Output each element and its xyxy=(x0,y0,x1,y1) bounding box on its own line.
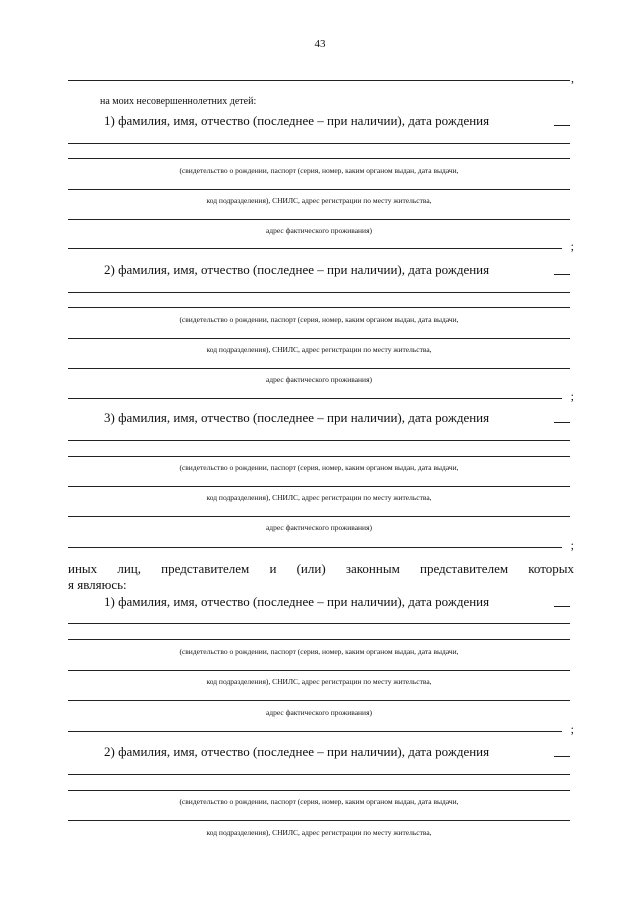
caption-documents: (свидетельство о рождении, паспорт (серия, номер, каким органом выдан, дата выдачи, xyxy=(179,647,459,656)
item-label xyxy=(104,594,489,609)
item-label xyxy=(104,410,489,425)
item-number: 2) xyxy=(104,262,115,277)
blank-line[interactable] xyxy=(68,189,570,190)
blank-line[interactable] xyxy=(68,547,562,548)
blank-line[interactable] xyxy=(68,292,570,293)
blank-line[interactable] xyxy=(68,731,562,732)
line-semicolon: ; xyxy=(570,389,574,403)
caption-address: адрес фактического проживания) xyxy=(265,708,373,717)
item-label-text: фамилия, имя, отчество (последнее – при наличии), дата рождения xyxy=(118,113,490,128)
caption-address: адрес фактического проживания) xyxy=(265,523,373,532)
blank-line[interactable] xyxy=(68,307,570,308)
blank-line[interactable] xyxy=(68,790,570,791)
blank-line[interactable] xyxy=(68,670,570,671)
caption-documents: (свидетельство о рождении, паспорт (серия, номер, каким органом выдан, дата выдачи, xyxy=(179,463,459,472)
blank-line[interactable] xyxy=(68,820,570,821)
intro-text: на моих несовершеннолетних детей: xyxy=(100,96,257,107)
blank-line[interactable] xyxy=(554,274,570,275)
item-number: 1) xyxy=(104,113,115,128)
item-number: 1) xyxy=(104,594,115,609)
caption-address: адрес фактического проживания) xyxy=(265,375,373,384)
blank-line[interactable] xyxy=(68,516,570,517)
blank-line[interactable] xyxy=(68,398,562,399)
caption-code: код подразделения), СНИЛС, адрес регистрации по месту жительства, xyxy=(206,345,432,354)
blank-line[interactable] xyxy=(68,456,570,457)
blank-line[interactable] xyxy=(68,486,570,487)
caption-code: код подразделения), СНИЛС, адрес регистрации по месту жительства, xyxy=(206,677,432,686)
caption-documents: (свидетельство о рождении, паспорт (серия, номер, каким органом выдан, дата выдачи, xyxy=(179,797,459,806)
blank-line[interactable] xyxy=(68,248,562,249)
blank-line[interactable] xyxy=(68,623,570,624)
blank-line[interactable] xyxy=(68,368,570,369)
item-number: 3) xyxy=(104,410,115,425)
item-label xyxy=(104,744,489,759)
blank-line[interactable] xyxy=(68,143,570,144)
blank-line[interactable] xyxy=(554,422,570,423)
blank-line[interactable] xyxy=(554,606,570,607)
line-semicolon: ; xyxy=(570,239,574,253)
caption-code: код подразделения), СНИЛС, адрес регистрации по месту жительства, xyxy=(206,493,432,502)
item-number: 2) xyxy=(104,744,115,759)
caption-code: код подразделения), СНИЛС, адрес регистрации по месту жительства, xyxy=(206,196,432,205)
caption-documents: (свидетельство о рождении, паспорт (серия, номер, каким органом выдан, дата выдачи, xyxy=(179,315,459,324)
blank-line[interactable] xyxy=(68,639,570,640)
caption-documents: (свидетельство о рождении, паспорт (серия, номер, каким органом выдан, дата выдачи, xyxy=(179,166,459,175)
blank-line[interactable] xyxy=(554,125,570,126)
item-label-text: фамилия, имя, отчество (последнее – при наличии), дата рождения xyxy=(118,410,490,425)
blank-line[interactable] xyxy=(68,158,570,159)
blank-line[interactable] xyxy=(68,80,570,81)
line-semicolon: ; xyxy=(570,722,574,736)
blank-line[interactable] xyxy=(68,338,570,339)
item-label-text: фамилия, имя, отчество (последнее – при наличии), дата рождения xyxy=(118,744,490,759)
line-comma: , xyxy=(571,71,574,85)
page-number: 43 xyxy=(314,38,326,50)
blank-line[interactable] xyxy=(68,700,570,701)
blank-line[interactable] xyxy=(68,440,570,441)
item-label-text: фамилия, имя, отчество (последнее – при наличии), дата рождения xyxy=(118,594,490,609)
item-label xyxy=(104,262,489,277)
section-header-cont: я являюсь: xyxy=(68,577,127,592)
caption-address: адрес фактического проживания) xyxy=(265,226,373,235)
item-label xyxy=(104,113,489,128)
caption-code: код подразделения), СНИЛС, адрес регистрации по месту жительства, xyxy=(206,828,432,837)
blank-line[interactable] xyxy=(554,756,570,757)
line-semicolon: ; xyxy=(570,538,574,552)
blank-line[interactable] xyxy=(68,774,570,775)
section-header: иных лиц, представителем и (или) законным представителем которых xyxy=(68,561,574,576)
item-label-text: фамилия, имя, отчество (последнее – при наличии), дата рождения xyxy=(118,262,490,277)
blank-line[interactable] xyxy=(68,219,570,220)
